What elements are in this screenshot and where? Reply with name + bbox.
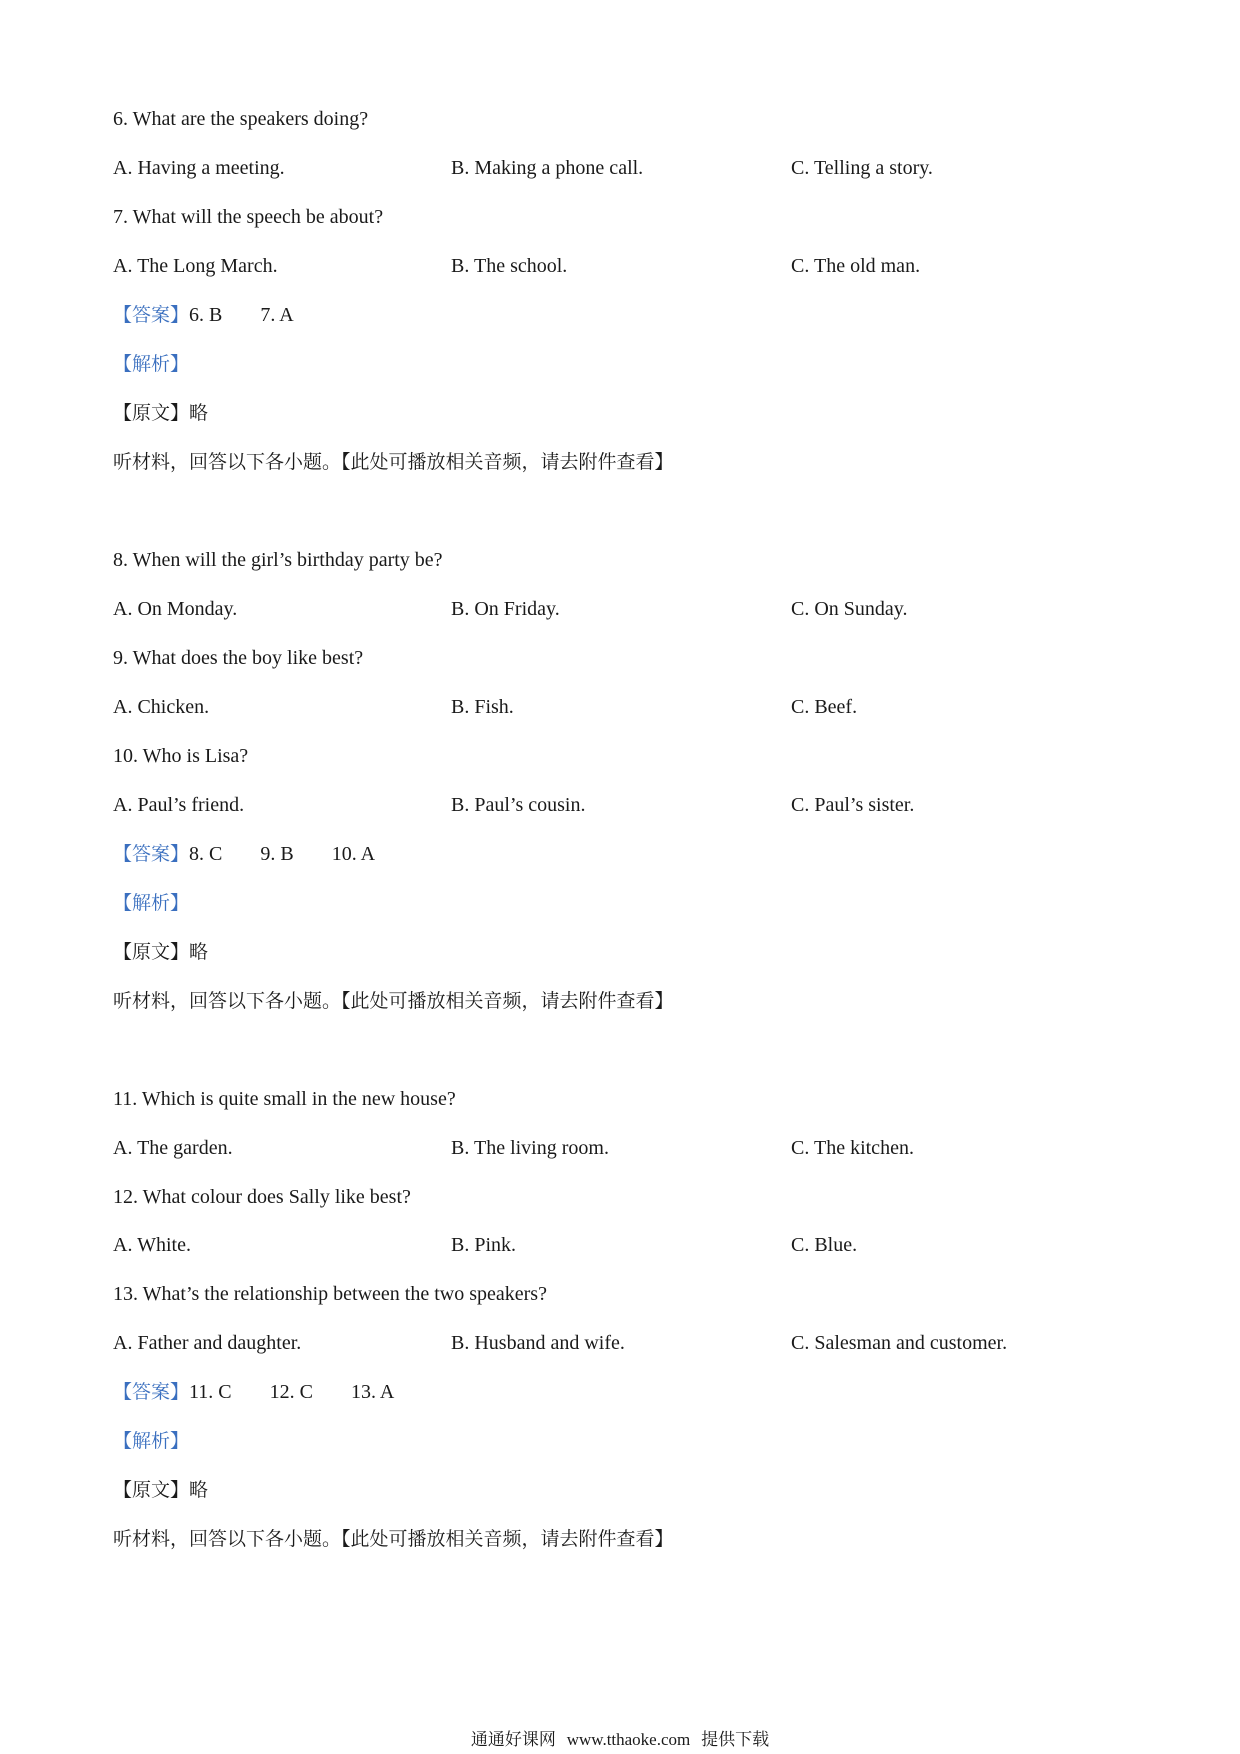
option-c: C. Blue. bbox=[791, 1234, 858, 1256]
option-c: C. Salesman and customer. bbox=[791, 1332, 1008, 1354]
options-row bbox=[113, 154, 1123, 182]
answer-item: 8. C bbox=[189, 843, 223, 865]
original-line bbox=[113, 938, 208, 966]
question-stem: 12. What colour does Sally like best? bbox=[113, 1186, 411, 1208]
analysis-label: 【解析】 bbox=[113, 892, 190, 914]
answer-item: 9. B bbox=[260, 843, 294, 865]
answer-item: 7. A bbox=[260, 304, 294, 326]
answer-item: 10. A bbox=[331, 843, 376, 865]
option-b: B. Fish. bbox=[451, 696, 514, 718]
original-text: 略 bbox=[189, 941, 209, 963]
options-row bbox=[113, 252, 1123, 280]
option-b: B. Husband and wife. bbox=[451, 1332, 625, 1354]
question-stem: 7. What will the speech be about? bbox=[113, 206, 384, 228]
answer-item: 6. B bbox=[189, 304, 223, 326]
answer-line bbox=[113, 301, 294, 329]
option-c: C. Paul’s sister. bbox=[791, 794, 915, 816]
original-text: 略 bbox=[189, 402, 209, 424]
option-c: C. The kitchen. bbox=[791, 1137, 914, 1159]
question-stem: 6. What are the speakers doing? bbox=[113, 108, 369, 130]
listening-instruction: 听材料，回答以下各小题。【此处可播放相关音频，请去附件查看】 bbox=[113, 1528, 674, 1550]
question-stem: 11. Which is quite small in the new house? bbox=[113, 1088, 456, 1110]
page-footer bbox=[0, 1728, 1240, 1752]
answer-item: 12. C bbox=[269, 1381, 313, 1403]
answer-line bbox=[113, 840, 375, 868]
options-row bbox=[113, 791, 1123, 819]
answer-label: 【答案】 bbox=[113, 843, 190, 865]
option-c: C. On Sunday. bbox=[791, 598, 908, 620]
option-c: C. Telling a story. bbox=[791, 157, 933, 179]
original-line bbox=[113, 399, 208, 427]
listening-instruction: 听材料，回答以下各小题。【此处可播放相关音频，请去附件查看】 bbox=[113, 451, 674, 473]
option-a: A. Having a meeting. bbox=[113, 157, 285, 179]
original-label: 【原文】 bbox=[113, 1479, 190, 1501]
option-c: C. Beef. bbox=[791, 696, 858, 718]
answer-label: 【答案】 bbox=[113, 1381, 190, 1403]
options-row bbox=[113, 595, 1123, 623]
option-a: A. The Long March. bbox=[113, 255, 278, 277]
question-stem: 9. What does the boy like best? bbox=[113, 647, 364, 669]
option-a: A. The garden. bbox=[113, 1137, 233, 1159]
answer-label: 【答案】 bbox=[113, 304, 190, 326]
listening-instruction: 听材料，回答以下各小题。【此处可播放相关音频，请去附件查看】 bbox=[113, 990, 674, 1012]
question-stem: 10. Who is Lisa? bbox=[113, 745, 249, 767]
answer-item: 13. A bbox=[350, 1381, 395, 1403]
original-label: 【原文】 bbox=[113, 402, 190, 424]
answer-line bbox=[113, 1378, 394, 1406]
option-b: B. The school. bbox=[451, 255, 568, 277]
original-text: 略 bbox=[189, 1479, 209, 1501]
option-b: B. The living room. bbox=[451, 1137, 609, 1159]
original-label: 【原文】 bbox=[113, 941, 190, 963]
options-row bbox=[113, 1134, 1123, 1162]
question-stem: 13. What’s the relationship between the two speakers? bbox=[113, 1283, 547, 1305]
option-b: B. Paul’s cousin. bbox=[451, 794, 586, 816]
question-stem: 8. When will the girl’s birthday party be? bbox=[113, 549, 443, 571]
answer-item: 11. C bbox=[189, 1381, 232, 1403]
options-row bbox=[113, 1329, 1123, 1357]
option-b: B. On Friday. bbox=[451, 598, 560, 620]
analysis-label: 【解析】 bbox=[113, 353, 190, 375]
option-a: A. Paul’s friend. bbox=[113, 794, 245, 816]
original-line bbox=[113, 1476, 208, 1504]
options-row bbox=[113, 693, 1123, 721]
option-a: A. On Monday. bbox=[113, 598, 238, 620]
option-b: B. Pink. bbox=[451, 1234, 517, 1256]
option-a: A. Father and daughter. bbox=[113, 1332, 302, 1354]
option-c: C. The old man. bbox=[791, 255, 921, 277]
option-a: A. White. bbox=[113, 1234, 191, 1256]
analysis-label: 【解析】 bbox=[113, 1430, 190, 1452]
footer-url[interactable]: www.tthaoke.com bbox=[566, 1730, 691, 1749]
options-row bbox=[113, 1231, 1123, 1259]
option-a: A. Chicken. bbox=[113, 696, 210, 718]
footer-site-name: 通通好课网 bbox=[470, 1730, 556, 1750]
option-b: B. Making a phone call. bbox=[451, 157, 644, 179]
footer-suffix: 提供下载 bbox=[701, 1730, 770, 1750]
